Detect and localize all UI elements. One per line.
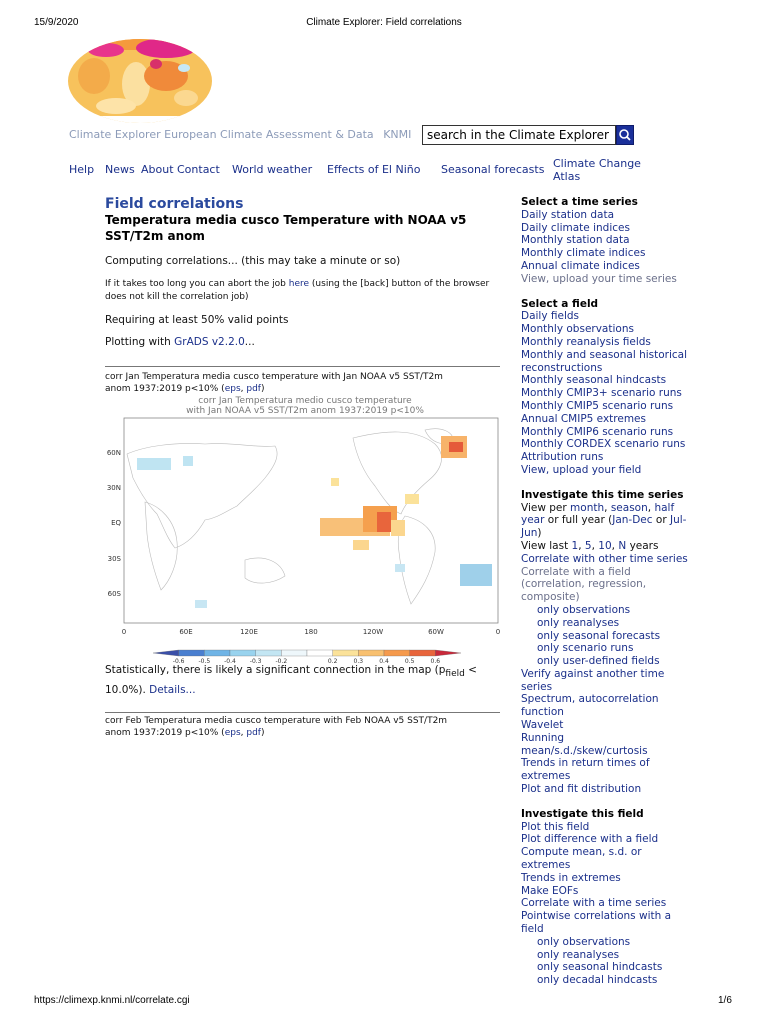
sub-only-scenario-runs[interactable]: only scenario runs <box>537 642 634 655</box>
sidebar-item-annual-indices[interactable]: Annual climate indices <box>521 259 640 272</box>
nav-climate-change[interactable]: Climate Change <box>553 157 641 170</box>
eca-link[interactable]: European Climate Assessment & Data <box>164 128 374 141</box>
sidebar-item-historical[interactable]: Monthly and seasonal historical <box>521 348 688 361</box>
colorbar-swatch <box>410 650 436 656</box>
print-page: 1/6 <box>718 995 732 1006</box>
lon-60w: 60W <box>428 628 444 636</box>
nav-world-weather[interactable]: World weather <box>232 163 313 176</box>
colorbar-swatch <box>204 650 230 656</box>
colorbar-label: 0.6 <box>430 658 441 664</box>
sidebar-item-fit-distribution[interactable]: Plot and fit distribution <box>521 783 642 796</box>
view-per-line: View per month, season, half <box>521 501 675 514</box>
colorbar-swatch <box>333 650 359 656</box>
last-10-link[interactable]: 10 <box>598 539 612 552</box>
lon-60e: 60E <box>179 628 193 636</box>
lon-0-end: 0 <box>495 628 501 636</box>
view-year-line: year or full year (Jan-Dec or Jul- <box>521 514 687 527</box>
page-title-line2: SST/T2m anom <box>105 229 205 243</box>
sidebar-item-reconstructions[interactable]: reconstructions <box>521 361 603 374</box>
sidebar-item-cmip6[interactable]: Monthly CMIP6 scenario runs <box>521 425 674 438</box>
search-input[interactable] <box>422 125 616 145</box>
search-button[interactable] <box>616 125 634 145</box>
sidebar-item-compute-mean[interactable]: Compute mean, s.d. or <box>521 846 642 859</box>
sidebar-item-corr-field[interactable]: Correlate with a field <box>521 565 631 578</box>
sidebar-item-spectrum[interactable]: Spectrum, autocorrelation <box>521 693 659 706</box>
sidebar-item-monthly-station[interactable]: Monthly station data <box>521 234 630 247</box>
lat-30n: 30N <box>106 484 121 492</box>
knmi-link[interactable]: KNMI <box>383 128 412 141</box>
colorbar-swatch <box>281 650 307 656</box>
caption-feb: corr Feb Temperatura media cusco temperature with Feb NOAA v5 SST/T2m anom 1937:2019 p<10% (eps, pdf) <box>105 716 448 738</box>
colorbar-swatch <box>435 650 461 656</box>
sidebar <box>521 196 701 999</box>
climate-explorer-logo[interactable] <box>66 36 214 126</box>
corr-field-desc-2: composite) <box>521 591 580 604</box>
sidebar-item-upload-field[interactable]: View, upload your field <box>521 463 642 476</box>
lat-eq: EQ <box>111 519 121 527</box>
statistics-text: Statistically, there is likely a significant connection in the map ($p_{field}$ < 10.0%). Details... <box>105 664 477 697</box>
lon-120e: 120E <box>240 628 258 636</box>
sidebar-item-trends-extremes[interactable]: Trends in extremes <box>521 871 621 884</box>
sidebar-item-return-times-cont[interactable]: extremes <box>521 770 571 783</box>
nav-el-nino[interactable]: Effects of El Niño <box>327 163 421 176</box>
colorbar-swatch <box>384 650 410 656</box>
sidebar-item-compute-mean-cont[interactable]: extremes <box>521 859 571 872</box>
sub-only-observations[interactable]: only observations <box>537 603 631 616</box>
abort-link[interactable]: here <box>288 279 310 289</box>
sidebar-item-pointwise-cont[interactable]: field <box>521 923 544 936</box>
lon-labels <box>122 628 500 636</box>
sub-only-seasonal-forecasts[interactable]: only seasonal forecasts <box>537 629 661 642</box>
grads-link[interactable]: GrADS v2.2.0 <box>174 336 245 348</box>
last-n-link[interactable]: N <box>618 539 627 552</box>
sidebar-item-attribution[interactable]: Attribution runs <box>521 451 604 464</box>
colorbar-label: -0.2 <box>275 658 288 664</box>
colorbar-label: 0.4 <box>379 658 389 664</box>
sidebar-item-monthly-obs[interactable]: Monthly observations <box>521 323 634 336</box>
details-link[interactable]: Details... <box>149 684 196 697</box>
caption-jan: corr Jan Temperatura media cusco temperature with Jan NOAA v5 SST/T2m anom 1937:2019 p<10% (eps, pdf) <box>105 372 443 394</box>
nav-seasonal-forecasts[interactable]: Seasonal forecasts <box>441 163 545 176</box>
lat-30s: 30S <box>107 555 121 563</box>
page-title-line1: Temperatura media cusco Temperature with NOAA v5 <box>105 213 467 227</box>
colorbar-swatch <box>307 650 333 656</box>
view-half-link[interactable]: half <box>654 501 675 514</box>
sidebar-item-return-times[interactable]: Trends in return times of <box>521 757 650 770</box>
lat-60s: 60S <box>107 590 121 598</box>
sidebar-item-plot-field[interactable]: Plot this field <box>521 820 590 833</box>
sidebar-item-monthly-indices[interactable]: Monthly climate indices <box>521 247 646 260</box>
view-jun-line: Jun) <box>521 527 542 540</box>
sidebar-item-upload-series[interactable]: View, upload your time series <box>521 272 677 285</box>
sidebar-item-verify-cont[interactable]: series <box>521 680 553 693</box>
climate-explorer-link[interactable]: Climate Explorer <box>69 128 161 141</box>
lat-labels <box>107 449 122 598</box>
sidebar-item-daily-indices[interactable]: Daily climate indices <box>521 221 630 234</box>
sidebar-item-reanalysis[interactable]: Monthly reanalysis fields <box>521 335 651 348</box>
sidebar-time-series <box>521 196 701 286</box>
colorbar-swatch <box>179 650 205 656</box>
nav-news[interactable]: News <box>105 163 135 176</box>
search-icon <box>617 126 633 144</box>
view-season-link[interactable]: season <box>610 501 648 514</box>
sidebar-item-cmip5-extremes[interactable]: Annual CMIP5 extremes <box>521 412 646 425</box>
map-title-2: with Jan NOAA v5 SST/T2m anom 1937:2019 p<10% <box>186 406 424 416</box>
colorbar-label: -0.4 <box>224 658 236 664</box>
lon-180: 180 <box>304 628 318 636</box>
topline-links <box>69 128 411 141</box>
colorbar-label: 0.2 <box>327 658 338 664</box>
colorbar-label: 0.3 <box>353 658 364 664</box>
sidebar-item-running-cont[interactable]: mean/s.d./skew/curtosis <box>521 744 648 757</box>
sub-only-user-fields[interactable]: only user-defined fields <box>537 655 660 668</box>
sub-only-reanalyses[interactable]: only reanalyses <box>537 616 620 629</box>
sidebar-item-cmip5[interactable]: Monthly CMIP5 scenario runs <box>521 399 674 412</box>
corr-field-desc-1: (correlation, regression, <box>521 578 647 591</box>
sidebar-item-pointwise[interactable]: Pointwise correlations with a <box>521 910 672 923</box>
eps-link-feb[interactable]: eps <box>224 728 241 738</box>
sidebar-item-corr-time-series[interactable]: Correlate with a time series <box>521 897 667 910</box>
sidebar-item-hindcasts[interactable]: Monthly seasonal hindcasts <box>521 374 667 387</box>
sidebar-item-spectrum-cont[interactable]: function <box>521 706 564 719</box>
nav-atlas[interactable]: Atlas <box>553 170 581 183</box>
requiring-text: Requiring at least 50% valid points <box>105 314 289 326</box>
computing-text: Computing correlations... (this may take a minute or so) <box>105 255 401 267</box>
colorbar-label: 0.5 <box>404 658 415 664</box>
last-1-link[interactable]: 1 <box>571 539 579 552</box>
sidebar-item-plot-difference[interactable]: Plot difference with a field <box>521 833 659 846</box>
sidebar-heading-investigate-field: Investigate this field <box>521 807 644 820</box>
view-month-link[interactable]: month <box>570 501 605 514</box>
jan-dec-link[interactable]: Jan-Dec <box>612 514 653 527</box>
print-url: https://climexp.knmi.nl/correlate.cgi <box>34 995 190 1006</box>
sidebar-field <box>521 298 701 477</box>
nav-about[interactable]: About <box>141 163 174 176</box>
abort-text: If it takes too long you can abort the job here (using the [back] button of the browser does not kill the correlation job) <box>105 279 490 302</box>
last-5-link[interactable]: 5 <box>584 539 592 552</box>
nav-help[interactable]: Help <box>69 163 95 176</box>
colorbar-swatch <box>153 650 179 656</box>
sidebar-item-corr-other[interactable]: Correlate with other time series <box>521 552 688 565</box>
nav-contact[interactable]: Contact <box>177 163 220 176</box>
colorbar-label: -0.6 <box>172 658 185 664</box>
sidebar-investigate-series <box>521 489 701 796</box>
field-sub-observations[interactable]: only observations <box>537 935 631 948</box>
divider-2 <box>105 712 500 713</box>
field-sub-decadal-hindcasts[interactable]: only decadal hindcasts <box>537 974 658 987</box>
jul-jun-link-cont[interactable]: Jun <box>521 527 538 540</box>
lon-0: 0 <box>121 628 127 636</box>
sidebar-heading-field: Select a field <box>521 297 599 310</box>
colorbar-swatch <box>230 650 256 656</box>
print-date: 15/9/2020 <box>34 17 79 28</box>
sidebar-item-running[interactable]: Running <box>521 731 565 744</box>
colorbar <box>153 650 461 656</box>
sidebar-investigate-field <box>521 808 701 987</box>
map-title-1: corr Jan Temperatura medio cusco temperature <box>198 396 412 406</box>
view-year-link[interactable]: year <box>521 514 545 527</box>
jul-jun-link[interactable]: Jul- <box>669 514 687 527</box>
sidebar-item-wavelet[interactable]: Wavelet <box>521 719 564 732</box>
divider-1 <box>105 366 500 367</box>
sidebar-item-verify[interactable]: Verify against another time <box>521 667 665 680</box>
colorbar-swatch <box>256 650 282 656</box>
sidebar-item-cmip3[interactable]: Monthly CMIP3+ scenario runs <box>521 387 682 400</box>
sidebar-item-daily-fields[interactable]: Daily fields <box>521 310 580 323</box>
colorbar-label: -0.5 <box>198 658 211 664</box>
lat-60n: 60N <box>106 449 121 457</box>
plotting-text: Plotting with GrADS v2.2.0... <box>105 336 255 348</box>
view-last-line: View last 1, 5, 10, N years <box>521 539 659 552</box>
sidebar-heading-time-series: Select a time series <box>521 196 638 208</box>
colorbar-label: -0.3 <box>249 658 262 664</box>
sidebar-item-daily-station[interactable]: Daily station data <box>521 208 615 221</box>
lon-120w: 120W <box>362 628 384 636</box>
field-sub-seasonal-hindcasts[interactable]: only seasonal hindcasts <box>537 961 663 974</box>
sidebar-heading-investigate-series: Investigate this time series <box>521 488 684 501</box>
colorbar-swatch <box>358 650 384 656</box>
print-title: Climate Explorer: Field correlations <box>306 17 462 28</box>
field-sub-reanalyses[interactable]: only reanalyses <box>537 948 620 961</box>
pdf-link-jan[interactable]: pdf <box>246 384 261 394</box>
pdf-link-feb[interactable]: pdf <box>246 728 261 738</box>
eps-link-jan[interactable]: eps <box>224 384 241 394</box>
page-heading: Field correlations <box>105 196 244 212</box>
sidebar-item-cordex[interactable]: Monthly CORDEX scenario runs <box>521 438 686 451</box>
sidebar-item-make-eofs[interactable]: Make EOFs <box>521 884 579 897</box>
correlation-map[interactable] <box>105 394 505 664</box>
